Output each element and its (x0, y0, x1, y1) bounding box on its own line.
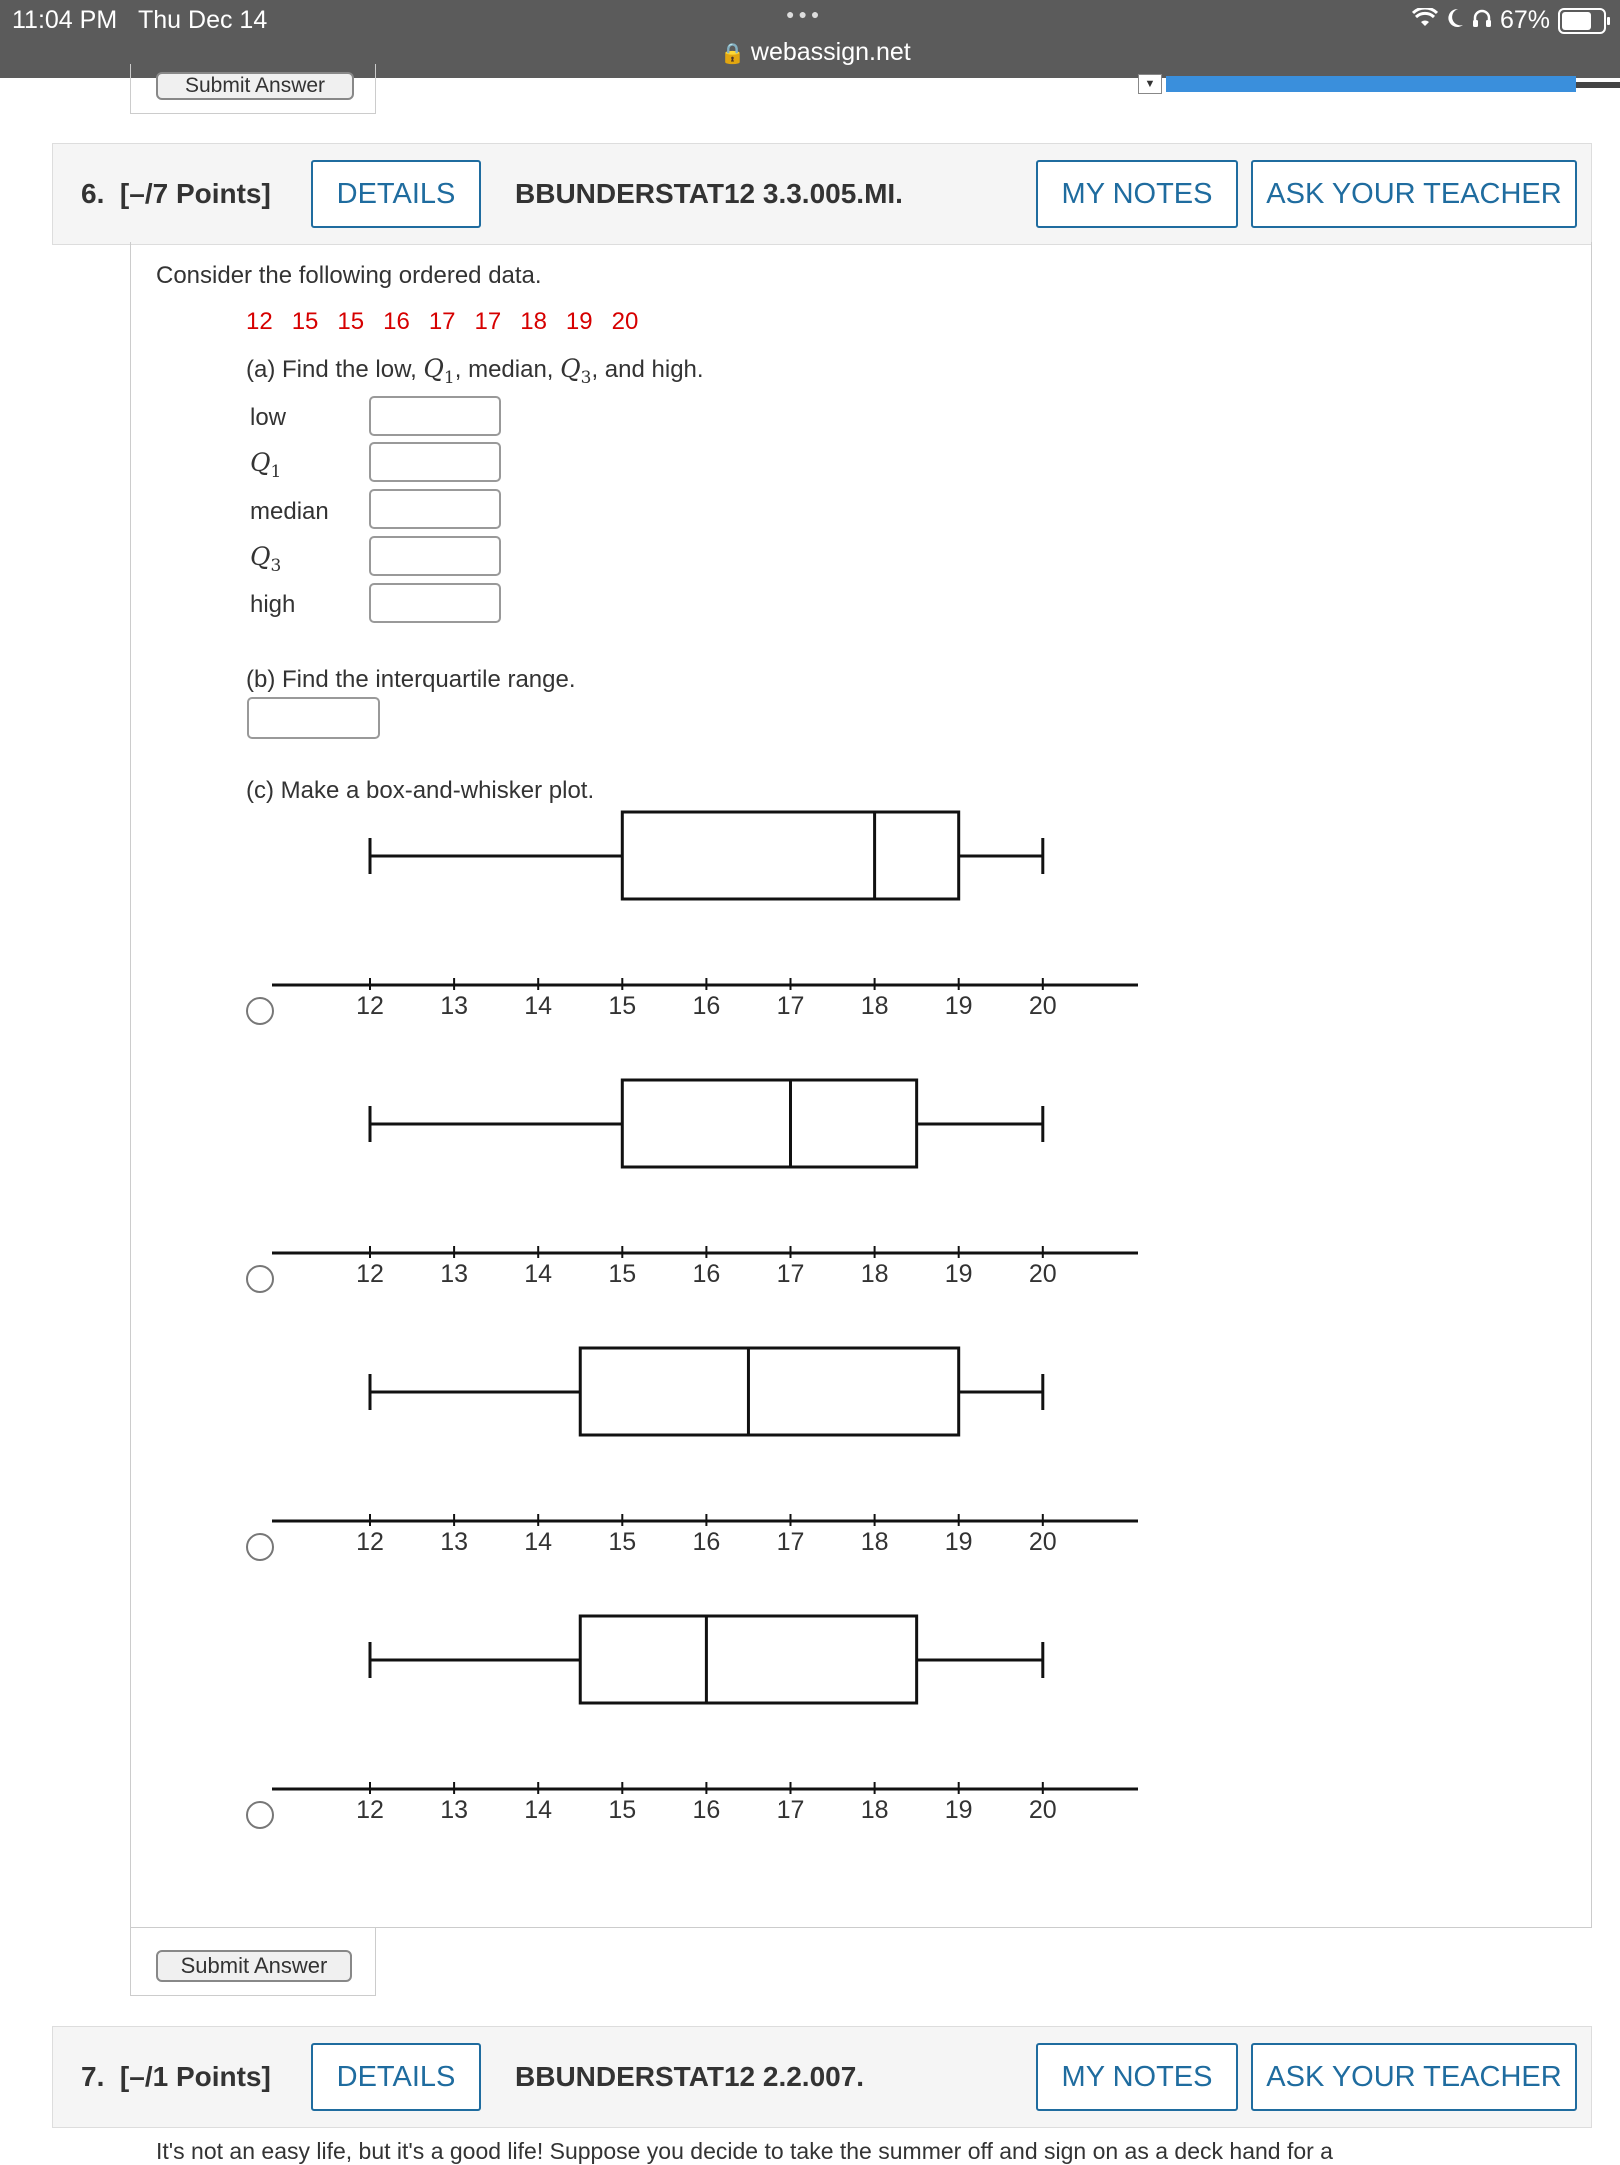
tick-label: 14 (524, 992, 553, 1020)
tick-label: 16 (692, 992, 721, 1020)
low-label: low (250, 404, 287, 431)
ask-your-teacher-button-q7[interactable]: ASK YOUR TEACHER (1251, 2043, 1577, 2111)
tick-label: 14 (524, 1796, 553, 1824)
tick-label: 12 (356, 1260, 384, 1288)
question-intro: Consider the following ordered data. (156, 262, 542, 289)
prev-submit-answer-button[interactable]: Submit Answer (156, 72, 354, 100)
data-value: 18 (520, 308, 547, 335)
tick-label: 13 (440, 1796, 469, 1824)
tick-label: 19 (944, 992, 973, 1020)
q3-label: $Q_3$ (250, 542, 282, 576)
question-6-code: BBUNDERSTAT12 3.3.005.MI. (515, 178, 903, 209)
tick-label: 14 (524, 1528, 553, 1556)
tick-label: 20 (1028, 1528, 1057, 1556)
tick-label: 16 (692, 1260, 721, 1288)
tick-label: 18 (860, 992, 889, 1020)
median-label: median (250, 498, 329, 525)
tick-label: 17 (776, 992, 805, 1020)
tick-label: 18 (860, 1260, 889, 1288)
details-button-q7[interactable]: DETAILS (311, 2043, 481, 2111)
tick-label: 15 (608, 1528, 637, 1556)
details-button[interactable]: DETAILS (311, 160, 481, 228)
box (622, 1080, 916, 1167)
tick-label: 20 (1028, 992, 1057, 1020)
tick-label: 17 (776, 1260, 805, 1288)
question-7-number: 7. [–/1 Points] (81, 2061, 271, 2092)
tick-label: 12 (356, 1528, 384, 1556)
tick-label: 13 (440, 992, 469, 1020)
lock-icon: 🔒 (720, 43, 745, 65)
data-value: 15 (337, 308, 365, 335)
tick-label: 16 (692, 1528, 721, 1556)
tick-label: 15 (608, 1796, 637, 1824)
part-a-prompt: (a) Find the low, $Q_1$, median, $Q_3$, and high. (246, 354, 704, 388)
data-value: 19 (565, 308, 593, 335)
q1-label: $Q_1$ (250, 448, 282, 482)
tab-dots-icon[interactable]: ●●● (786, 6, 824, 22)
tick-label: 19 (944, 1528, 973, 1556)
data-value: 16 (383, 308, 410, 335)
tick-label: 15 (608, 1260, 637, 1288)
tick-label: 13 (440, 1528, 469, 1556)
tick-label: 14 (524, 1260, 553, 1288)
tick-label: 18 (860, 1528, 889, 1556)
question-7-code: BBUNDERSTAT12 2.2.007. (515, 2061, 865, 2092)
data-value: 17 (428, 308, 456, 335)
tick-label: 19 (944, 1796, 973, 1824)
tick-label: 18 (860, 1796, 889, 1824)
data-value: 12 (246, 308, 273, 335)
my-notes-button-q7[interactable]: MY NOTES (1036, 2043, 1238, 2111)
data-value: 20 (611, 308, 639, 335)
box (622, 812, 958, 899)
high-label: high (250, 591, 296, 618)
part-c-prompt: (c) Make a box-and-whisker plot. (246, 777, 595, 804)
tick-label: 15 (608, 992, 637, 1020)
data-value: 17 (474, 308, 502, 335)
tick-label: 12 (356, 992, 384, 1020)
box (580, 1616, 916, 1703)
submit-answer-button[interactable]: Submit Answer (156, 1950, 352, 1982)
tick-label: 16 (692, 1796, 721, 1824)
tick-label: 13 (440, 1260, 469, 1288)
question-7-text: It's not an easy life, but it's a good life! Suppose you decide to take the summer off and sign on as a deck hand for a (156, 2138, 1333, 2164)
tick-label: 19 (944, 1260, 973, 1288)
battery-percent: 67% (1499, 6, 1550, 34)
tick-label: 17 (776, 1796, 805, 1824)
address-bar[interactable]: 🔒 webassign.net (720, 38, 911, 66)
data-value: 15 (291, 308, 319, 335)
status-time: 11:04 PM Thu Dec 14 (12, 6, 268, 34)
tick-label: 12 (356, 1796, 384, 1824)
question-6-number: 6. [–/7 Points] (81, 178, 271, 209)
my-notes-button[interactable]: MY NOTES (1036, 160, 1238, 228)
part-b-prompt: (b) Find the interquartile range. (246, 666, 576, 693)
tick-label: 20 (1028, 1796, 1057, 1824)
chevron-down-icon[interactable]: ▼ (1138, 74, 1162, 94)
tick-label: 17 (776, 1528, 805, 1556)
tick-label: 20 (1028, 1260, 1057, 1288)
ask-your-teacher-button[interactable]: ASK YOUR TEACHER (1251, 160, 1577, 228)
box (580, 1348, 958, 1435)
question-7-header (52, 2026, 1592, 2128)
submit-area (130, 1928, 376, 1996)
